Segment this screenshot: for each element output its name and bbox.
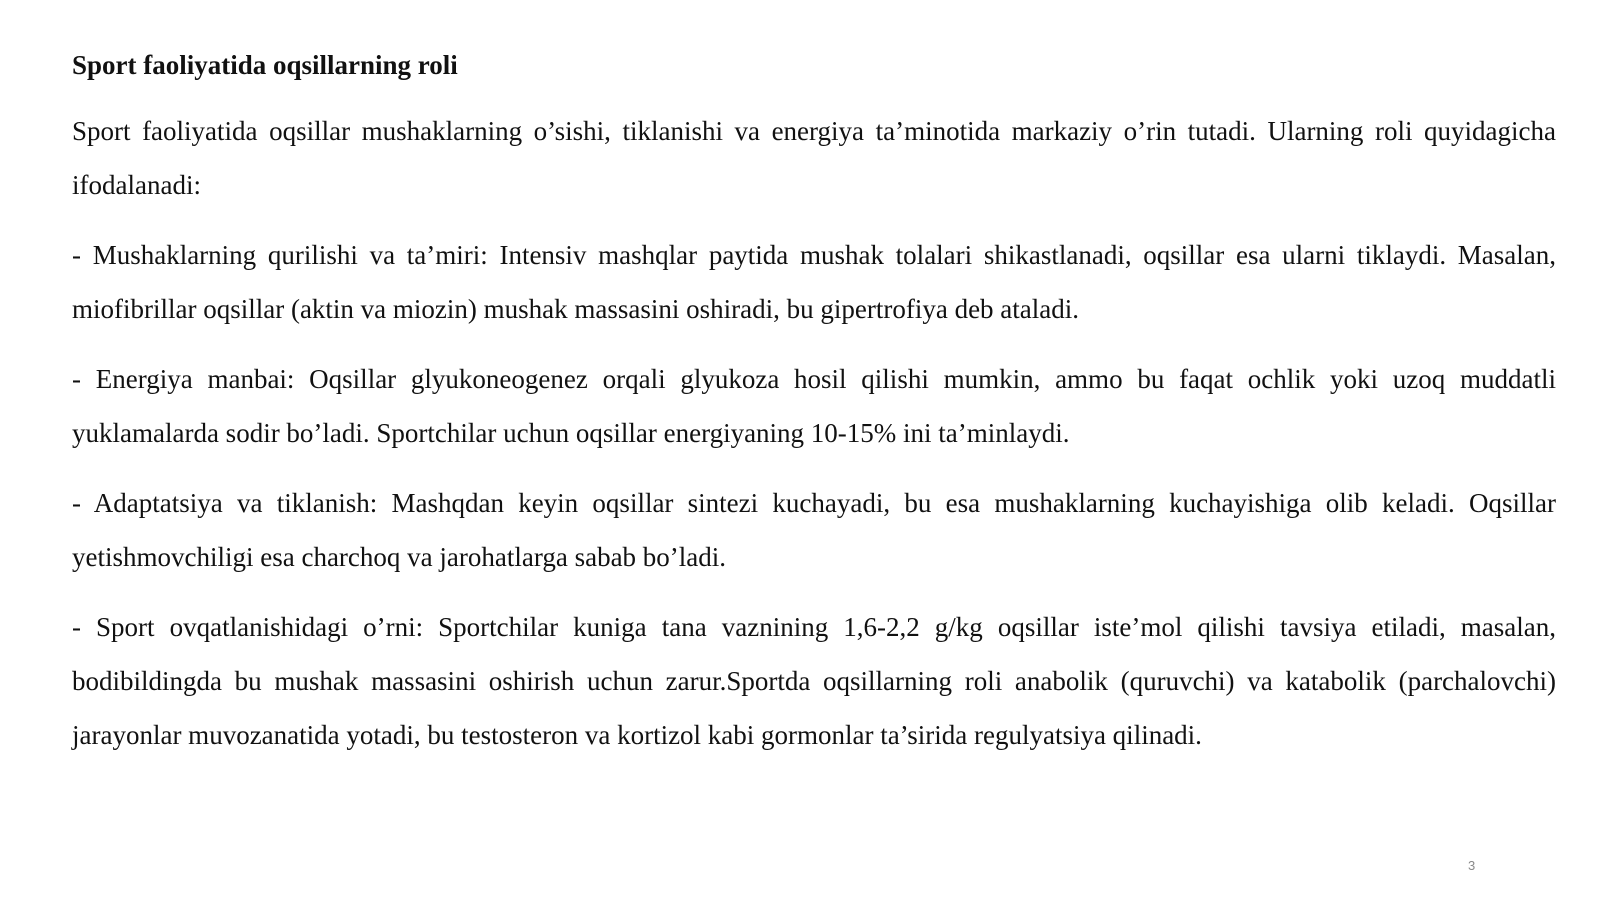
intro-paragraph: Sport faoliyatida oqsillar mushaklarning o’sishi, tiklanishi va energiya ta’minotida markaziy o’rin tutadi. Ularning roli quyidagicha ifodalanadi: xyxy=(72,116,1556,200)
document-title: Sport faoliyatida oqsillarning roli xyxy=(72,50,458,80)
paragraph-muscle-building: - Mushaklarning qurilishi va ta’miri: Intensiv mashqlar paytida mushak tolalari shikastlanadi, oqsillar esa ularni tiklaydi. Masalan, miofibrillar oqsillar (aktin va miozin) mushak massasini oshiradi, bu gipertrofiya deb ataladi. xyxy=(72,240,1556,324)
paragraph-energy-source: - Energiya manbai: Oqsillar glyukoneogenez orqali glyukoza hosil qilishi mumkin, ammo bu faqat ochlik yoki uzoq muddatli yuklamalarda sodir bo’ladi. Sportchilar uchun oqsillar energiyaning 10-15% ini ta’minlaydi. xyxy=(72,364,1556,448)
page-number: 3 xyxy=(1468,858,1476,873)
paragraph-sport-nutrition: - Sport ovqatlanishidagi o’rni: Sportchilar kuniga tana vaznining 1,6-2,2 g/kg oqsillar iste’mol qilishi tavsiya etiladi, masalan, bodibildingda bu mushak massasini oshirish uchun zarur.Sportda oqsillarning roli anabolik (quruvchi) va katabolik (parchalovchi) jarayonlar muvozanatida yotadi, bu testosteron va kortizol kabi gormonlar ta’sirida regulyatsiya qilinadi. xyxy=(72,612,1556,750)
document-page xyxy=(72,38,1556,778)
paragraph-adaptation-recovery: - Adaptatsiya va tiklanish: Mashqdan keyin oqsillar sintezi kuchayadi, bu esa mushaklarning kuchayishiga olib keladi. Oqsillar yetishmovchiligi esa charchoq va jarohatlarga sabab bo’ladi. xyxy=(72,488,1556,572)
